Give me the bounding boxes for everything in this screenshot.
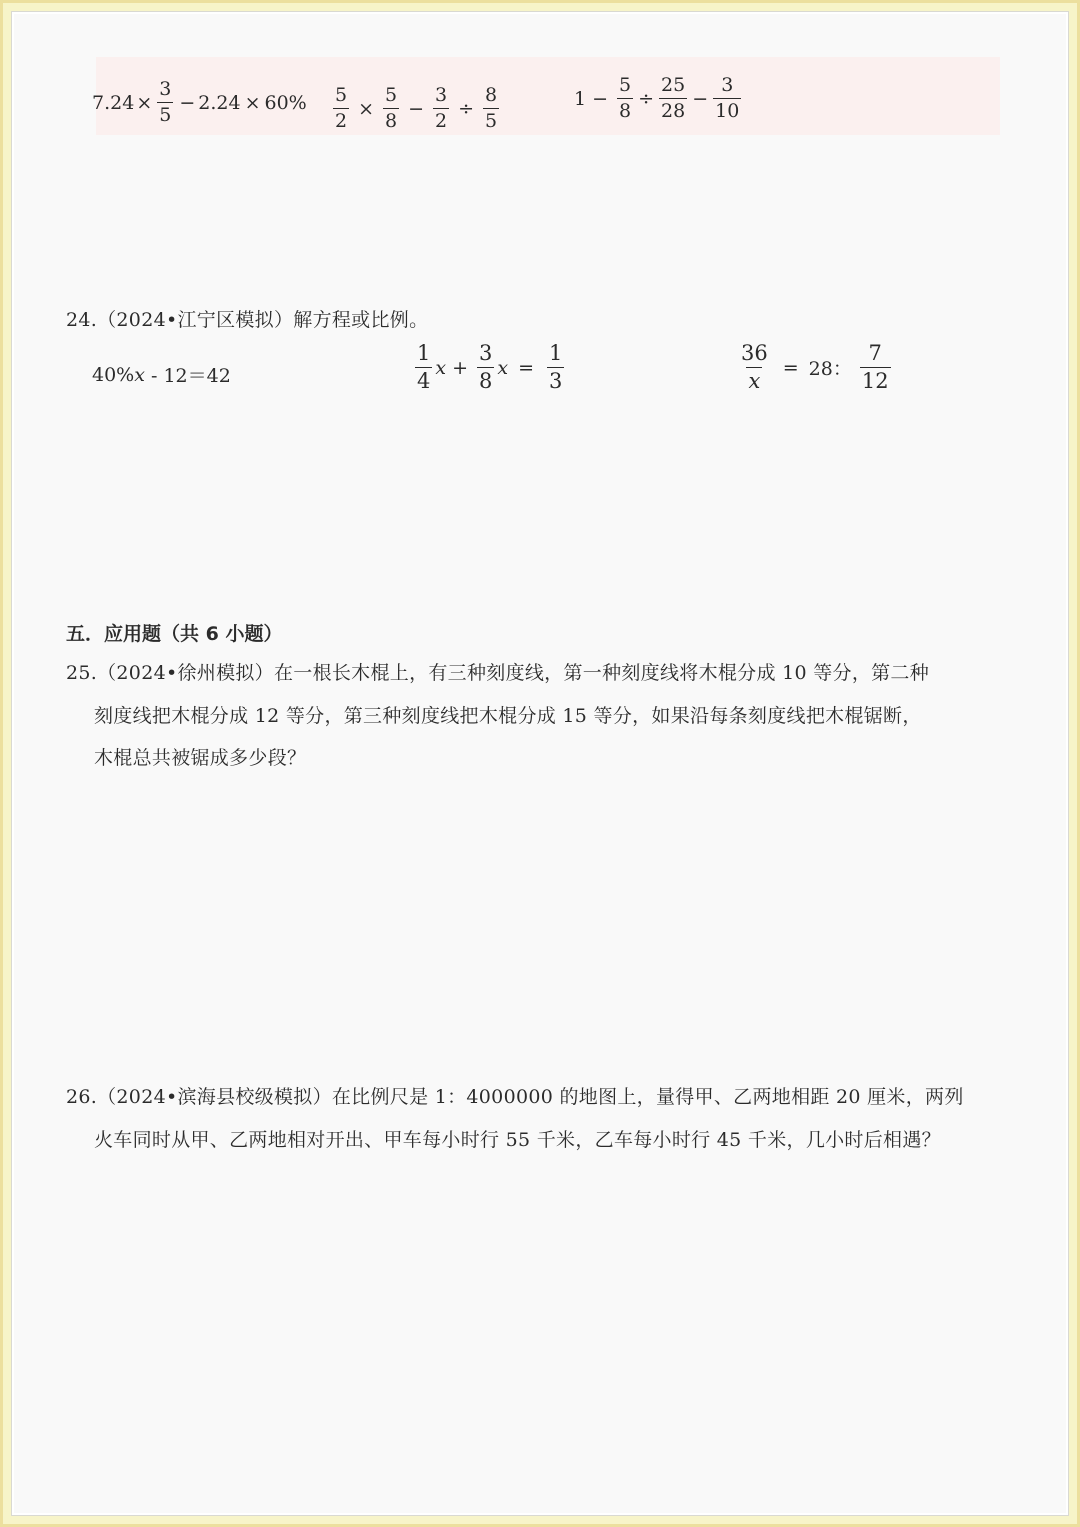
- operator: =: [782, 356, 799, 379]
- equation-1: [92, 361, 231, 388]
- numerator: 5: [335, 84, 348, 106]
- numerator: 25: [661, 74, 686, 96]
- denominator: 3: [549, 369, 563, 393]
- question-26-line-1: 26.（2024•滨海县校级模拟）在比例尺是 1：4000000 的地图上，量得甲、乙两地相距 20 厘米，两列: [66, 1086, 964, 1108]
- denominator: 8: [479, 369, 493, 393]
- numerator: 5: [619, 74, 632, 96]
- fraction: [333, 86, 349, 131]
- denominator: 4: [417, 369, 431, 393]
- term: 1: [574, 87, 587, 110]
- question-25-line-2: 刻度线把木棍分成 12 等分，第三种刻度线把木棍分成 15 等分，如果沿每条刻度线把木棍锯断，: [94, 705, 922, 727]
- operator: ×: [358, 97, 375, 120]
- calc-expression-1: [92, 80, 307, 125]
- fraction: [415, 343, 432, 392]
- numerator: 8: [485, 84, 498, 106]
- fraction: [617, 76, 633, 121]
- denominator: 10: [715, 100, 740, 122]
- denominator: 2: [335, 110, 348, 132]
- denominator: x: [748, 369, 761, 393]
- fraction: [860, 343, 891, 392]
- term: 28：: [808, 358, 852, 380]
- question-25-line-1: 25.（2024•徐州模拟）在一根长木棍上，有三种刻度线，第一种刻度线将木棍分成 10 等分，第二种: [66, 662, 930, 684]
- worksheet-page: [11, 11, 1069, 1516]
- numerator: 3: [721, 74, 734, 96]
- fraction: [383, 86, 399, 131]
- fraction: [659, 76, 687, 121]
- question-24-label: 24.（2024•江宁区模拟）解方程或比例。: [66, 309, 429, 331]
- denominator: 12: [861, 369, 889, 393]
- question-26-line-2: 火车同时从甲、乙两地相对开出、甲车每小时行 55 千米，乙车每小时行 45 千米，几小时后相遇？: [94, 1129, 941, 1151]
- fraction: [547, 343, 564, 392]
- equation-2: [412, 343, 567, 392]
- fraction: [433, 86, 449, 131]
- operator: ÷: [458, 97, 475, 120]
- denominator: 2: [435, 110, 448, 132]
- operator: =: [518, 356, 535, 379]
- calc-expression-2: [330, 86, 502, 131]
- fraction: [739, 343, 770, 392]
- term: 2.24: [198, 91, 241, 114]
- numerator: 1: [417, 341, 431, 365]
- section-title: 五．应用题（共 6 小题）: [66, 623, 283, 645]
- denominator: 28: [661, 100, 686, 122]
- operator: +: [452, 356, 469, 379]
- numerator: 3: [479, 341, 493, 365]
- term: 7.24: [92, 91, 135, 114]
- numerator: 1: [549, 341, 563, 365]
- numerator: 3: [159, 78, 172, 100]
- numerator: 5: [385, 84, 398, 106]
- fraction: [477, 343, 494, 392]
- equation-3: [736, 343, 894, 392]
- term: 60%: [264, 91, 307, 114]
- operator: ×: [244, 91, 261, 114]
- numerator: 7: [868, 341, 882, 365]
- fraction: [713, 76, 741, 121]
- term: 40%: [92, 363, 135, 386]
- question-25-line-3: 木棍总共被锯成多少段？: [94, 747, 307, 769]
- denominator: 8: [385, 110, 398, 132]
- denominator: 8: [619, 100, 632, 122]
- variable: x: [435, 356, 447, 379]
- fraction: [483, 86, 499, 131]
- numerator: 36: [741, 341, 768, 365]
- fraction: [157, 80, 173, 125]
- term: - 12＝42: [144, 365, 231, 387]
- operator: −: [408, 97, 425, 120]
- operator: ×: [136, 91, 153, 114]
- denominator: 5: [485, 110, 498, 132]
- operator: −: [592, 87, 609, 110]
- operator: −: [179, 91, 196, 114]
- denominator: 5: [159, 104, 172, 126]
- numerator: 3: [435, 84, 448, 106]
- calc-expression-3: [574, 76, 744, 121]
- operator: ÷: [638, 87, 655, 110]
- operator: −: [692, 87, 709, 110]
- variable: x: [497, 356, 509, 379]
- variable: x: [134, 363, 145, 386]
